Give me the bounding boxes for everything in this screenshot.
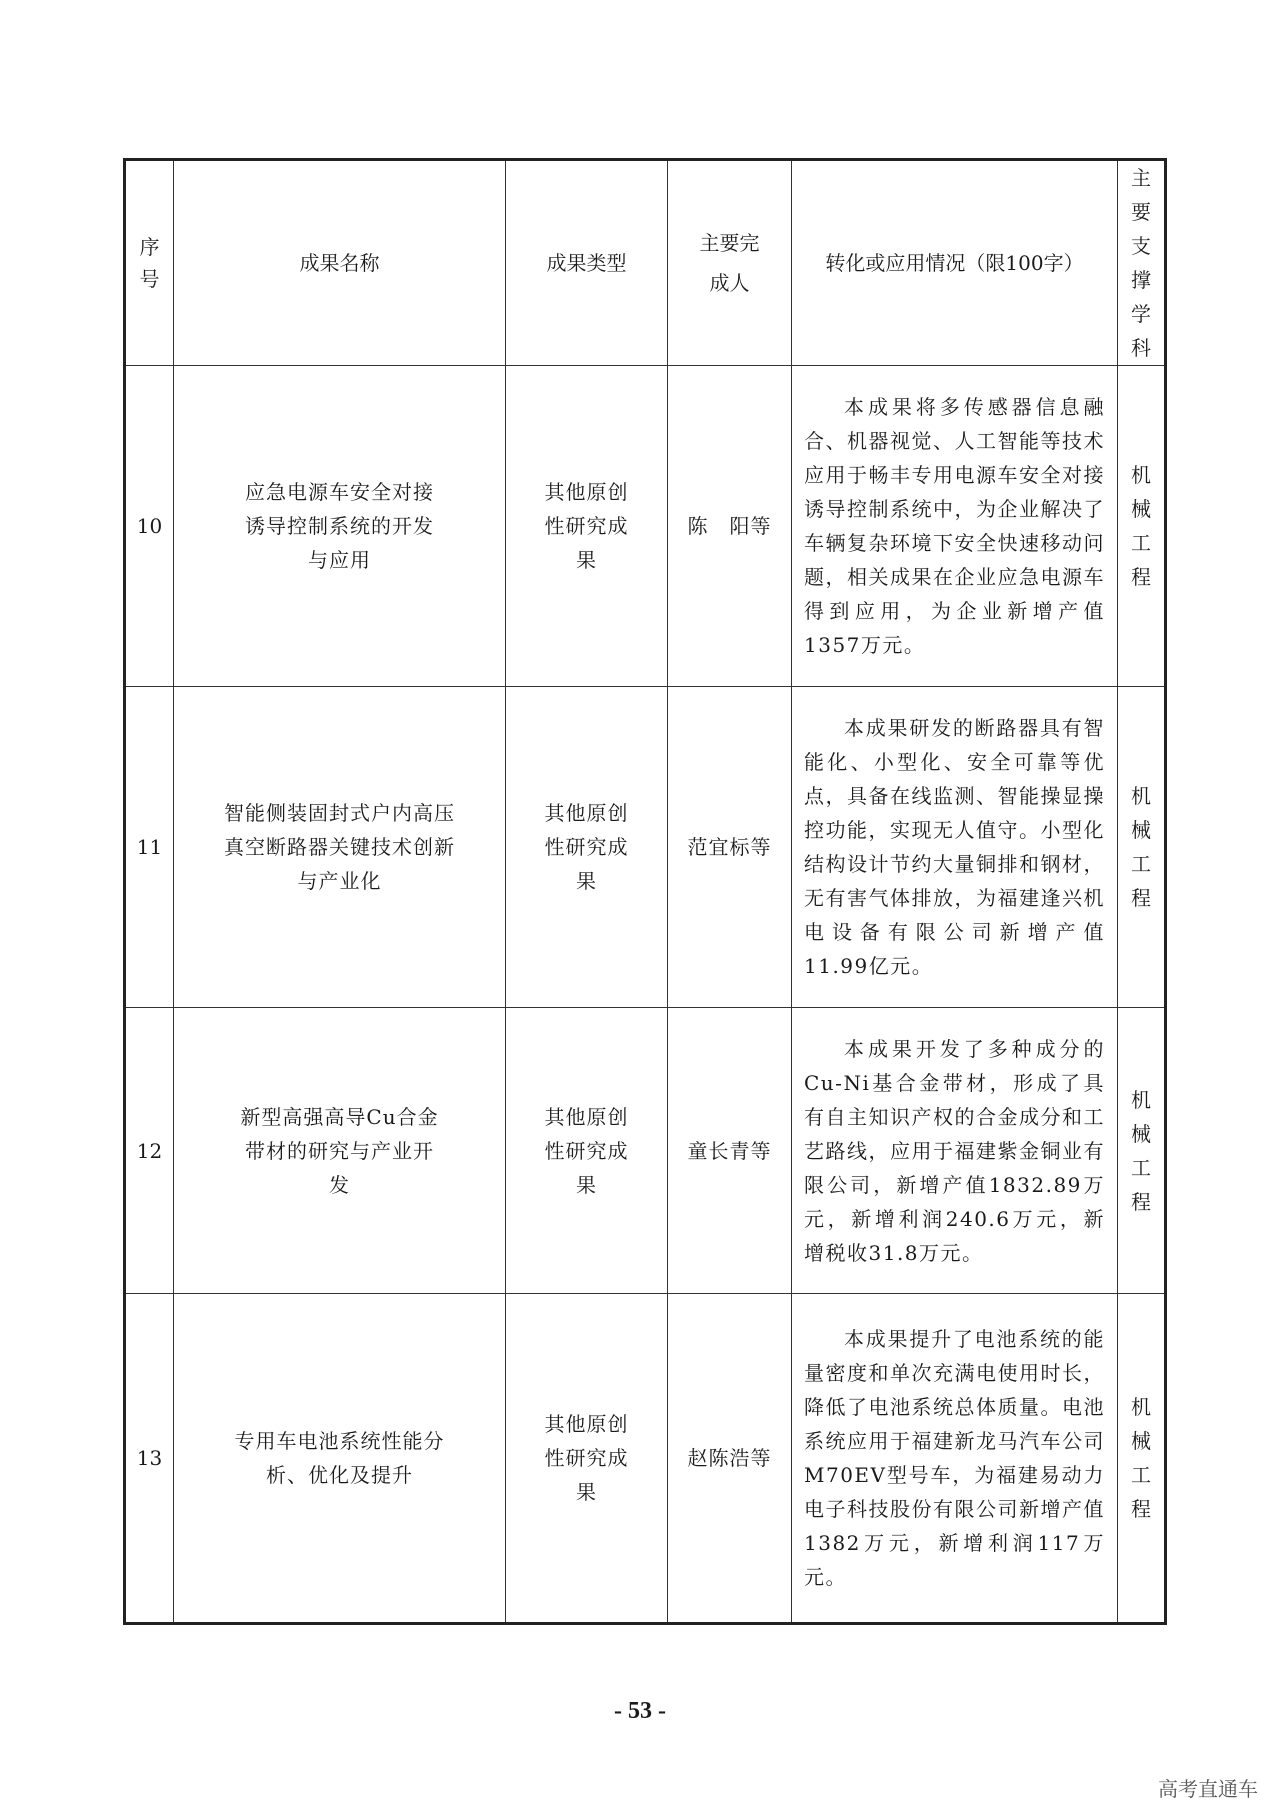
row-name: 应急电源车安全对接诱导控制系统的开发与应用 [174, 366, 506, 687]
header-name: 成果名称 [174, 160, 506, 366]
table-header-row [125, 160, 1166, 366]
header-application: 转化或应用情况（限100字） [792, 160, 1118, 366]
row-person: 赵陈浩等 [668, 1294, 792, 1624]
row-name: 专用车电池系统性能分析、优化及提升 [174, 1294, 506, 1624]
header-seq: 序号 [125, 160, 174, 366]
row-type: 其他原创性研究成果 [506, 366, 668, 687]
row-name: 智能侧装固封式户内高压真空断路器关键技术创新与产业化 [174, 687, 506, 1008]
row-name: 新型高强高导Cu合金带材的研究与产业开发 [174, 1008, 506, 1294]
row-application: 本成果开发了多种成分的Cu-Ni基合金带材，形成了具有自主知识产权的合金成分和工艺路线，应用于福建紫金铜业有限公司，新增产值1832.89万元，新增利润240.6万元，新增税收31.8万元。 [792, 1008, 1118, 1294]
row-type: 其他原创性研究成果 [506, 1294, 668, 1624]
row-type: 其他原创性研究成果 [506, 1008, 668, 1294]
row-person: 童长青等 [668, 1008, 792, 1294]
page-number: - 53 - [614, 1698, 666, 1724]
row-person: 范宜标等 [668, 687, 792, 1008]
row-person: 陈 阳等 [668, 366, 792, 687]
row-seq: 12 [125, 1008, 174, 1294]
row-application: 本成果研发的断路器具有智能化、小型化、安全可靠等优点，具备在线监测、智能操显操控功能，实现无人值守。小型化结构设计节约大量铜排和钢材，无有害气体排放，为福建逢兴机电设备有限公司新增产值11.99亿元。 [792, 687, 1118, 1008]
header-discipline: 主要支撑学科 [1118, 160, 1166, 366]
header-person: 主要完成人 [668, 160, 792, 366]
row-seq: 13 [125, 1294, 174, 1624]
table-row [125, 1008, 1166, 1294]
row-discipline: 机械工程 [1118, 366, 1166, 687]
table-row [125, 687, 1166, 1008]
row-discipline: 机械工程 [1118, 1294, 1166, 1624]
row-seq: 11 [125, 687, 174, 1008]
row-application: 本成果将多传感器信息融合、机器视觉、人工智能等技术应用于畅丰专用电源车安全对接诱导控制系统中，为企业解决了车辆复杂环境下安全快速移动问题，相关成果在企业应急电源车得到应用，为企业新增产值1357万元。 [792, 366, 1118, 687]
row-application: 本成果提升了电池系统的能量密度和单次充满电使用时长，降低了电池系统总体质量。电池系统应用于福建新龙马汽车公司M70EV型号车，为福建易动力电子科技股份有限公司新增产值1382万元，新增利润117万元。 [792, 1294, 1118, 1624]
achievements-table [123, 158, 1167, 1625]
table-row [125, 1294, 1166, 1624]
header-type: 成果类型 [506, 160, 668, 366]
table-row [125, 366, 1166, 687]
watermark-text: 高考直通车 [1158, 1777, 1258, 1801]
row-discipline: 机械工程 [1118, 687, 1166, 1008]
row-seq: 10 [125, 366, 174, 687]
row-type: 其他原创性研究成果 [506, 687, 668, 1008]
row-discipline: 机械工程 [1118, 1008, 1166, 1294]
